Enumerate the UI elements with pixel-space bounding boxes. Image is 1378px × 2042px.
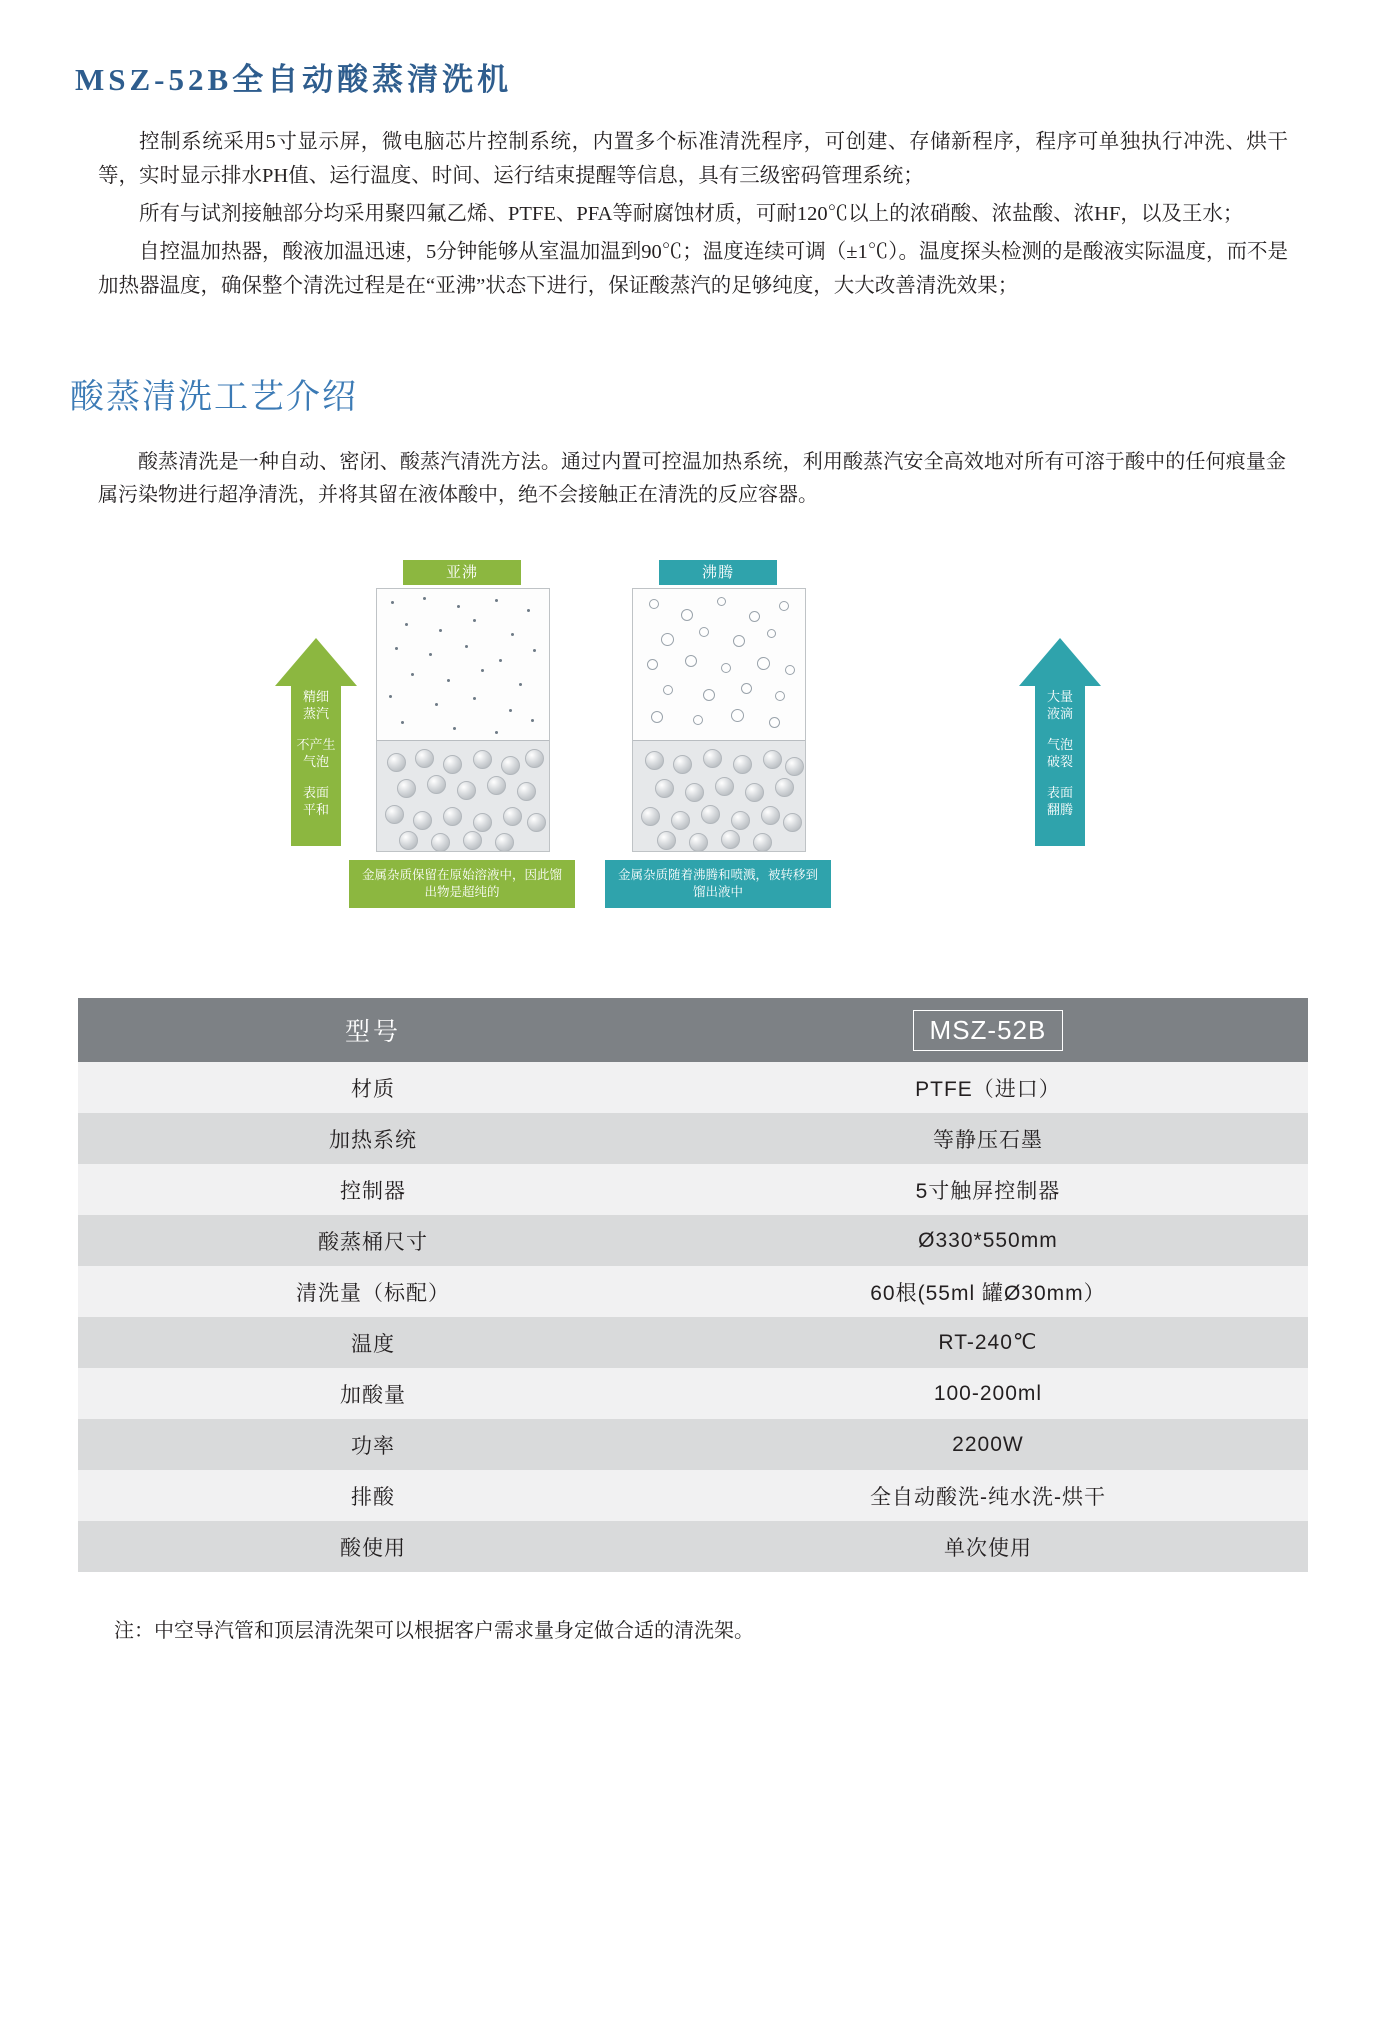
spec-value-5: RT-240℃	[668, 1317, 1308, 1368]
left-arrow-label-2b: 气泡	[302, 754, 329, 770]
liquid-level-subboiling	[377, 740, 549, 851]
intro-paragraph-2: 所有与试剂接触部分均采用聚四氟乙烯、PTFE、PFA等耐腐蚀材质，可耐120℃以上的浓硝酸、浓盐酸、浓HF，以及王水；	[139, 203, 1244, 225]
caption-boiling: 金属杂质随着沸腾和喷溅，被转移到馏出液中	[605, 860, 831, 908]
badge-subboiling: 亚沸	[403, 560, 521, 585]
spec-header-label: 型号	[78, 998, 668, 1062]
section-paragraph: 酸蒸清洗是一种自动、密闭、酸蒸汽清洗方法。通过内置可控温加热系统，利用酸蒸汽安全高效地对所有可溶于酸中的任何痕量金属污染物进行超净清洗，并将其留在液体酸中，绝不会接触正在清洗的反应容器。	[98, 451, 1286, 507]
spec-label-4: 清洗量（标配）	[78, 1266, 668, 1317]
spec-header-value	[668, 998, 1308, 1062]
table-row	[78, 1164, 1308, 1215]
page-title: MSZ-52B全自动酸蒸清洗机	[75, 62, 513, 97]
table-row	[78, 1521, 1308, 1572]
intro-paragraph-3: 自控温加热器，酸液加温迅速，5分钟能够从室温加温到90℃；温度连续可调（±1℃）。温度探头检测的是酸液实际温度，而不是加热器温度，确保整个清洗过程是在“亚沸”状态下进行，保证酸蒸汽的足够纯度，大大改善清洗效果；	[98, 241, 1288, 297]
subboiling-arrow-icon	[275, 638, 357, 846]
table-row	[78, 1215, 1308, 1266]
right-arrow-label-1b: 液滴	[1046, 706, 1073, 722]
left-arrow-label-3b: 平和	[302, 802, 329, 818]
spec-label-5: 温度	[78, 1317, 668, 1368]
footnote: 注：中空导汽管和顶层清洗架可以根据客户需求量身定做合适的清洗架。	[114, 1620, 754, 1643]
table-row	[78, 1062, 1308, 1113]
liquid-level-boiling	[633, 740, 805, 851]
spec-label-2: 控制器	[78, 1164, 668, 1215]
vessel-boiling	[632, 588, 806, 852]
spec-label-0: 材质	[78, 1062, 668, 1113]
spec-value-7: 2200W	[668, 1419, 1308, 1470]
spec-label-3: 酸蒸桶尺寸	[78, 1215, 668, 1266]
spec-value-0: PTFE（进口）	[668, 1062, 1308, 1113]
boiling-arrow-icon	[1019, 638, 1101, 846]
spec-label-8: 排酸	[78, 1470, 668, 1521]
model-chip: MSZ-52B	[913, 1010, 1064, 1051]
spec-table	[78, 998, 1308, 1572]
table-row	[78, 1419, 1308, 1470]
spec-value-4: 60根(55ml 罐Ø30mm）	[668, 1266, 1308, 1317]
spec-table-wrapper	[70, 998, 1308, 1572]
section-body	[70, 446, 1308, 512]
table-row	[78, 1266, 1308, 1317]
table-row	[78, 1317, 1308, 1368]
right-arrow-label-2a: 气泡	[1046, 737, 1073, 753]
left-arrow-label-1a: 精细	[302, 689, 329, 705]
badge-boiling: 沸腾	[659, 560, 777, 585]
right-arrow-label-2b: 破裂	[1046, 754, 1073, 770]
right-arrow-label-1a: 大量	[1046, 689, 1073, 705]
vessel-subboiling	[376, 588, 550, 852]
spec-label-7: 功率	[78, 1419, 668, 1470]
spec-value-3: Ø330*550mm	[668, 1215, 1308, 1266]
process-diagram	[70, 560, 1308, 960]
caption-subboiling: 金属杂质保留在原始溶液中，因此馏出物是超纯的	[349, 860, 575, 908]
table-row	[78, 1368, 1308, 1419]
boiling-arrow-labels	[1019, 688, 1101, 832]
table-row	[78, 1113, 1308, 1164]
spec-value-8: 全自动酸洗-纯水洗-烘干	[668, 1470, 1308, 1521]
right-arrow-label-3b: 翻腾	[1046, 802, 1073, 818]
subboiling-arrow-labels	[275, 688, 357, 832]
intro-section	[70, 125, 1308, 303]
left-arrow-label-1b: 蒸汽	[302, 706, 329, 722]
section-heading: 酸蒸清洗工艺介绍	[70, 378, 358, 416]
intro-paragraph-1: 控制系统采用5寸显示屏，微电脑芯片控制系统，内置多个标准清洗程序，可创建、存储新程序，程序可单独执行冲洗、烘干等，实时显示排水PH值、运行温度、时间、运行结束提醒等信息，具有三级密码管理系统；	[98, 131, 1288, 187]
right-arrow-label-3a: 表面	[1046, 785, 1073, 801]
spec-value-2: 5寸触屏控制器	[668, 1164, 1308, 1215]
spec-label-1: 加热系统	[78, 1113, 668, 1164]
left-arrow-label-2a: 不产生	[296, 737, 336, 753]
spec-label-9: 酸使用	[78, 1521, 668, 1572]
table-row-header	[78, 998, 1308, 1062]
table-row	[78, 1470, 1308, 1521]
spec-value-9: 单次使用	[668, 1521, 1308, 1572]
spec-label-6: 加酸量	[78, 1368, 668, 1419]
left-arrow-label-3a: 表面	[302, 785, 329, 801]
spec-value-1: 等静压石墨	[668, 1113, 1308, 1164]
spec-value-6: 100-200ml	[668, 1368, 1308, 1419]
